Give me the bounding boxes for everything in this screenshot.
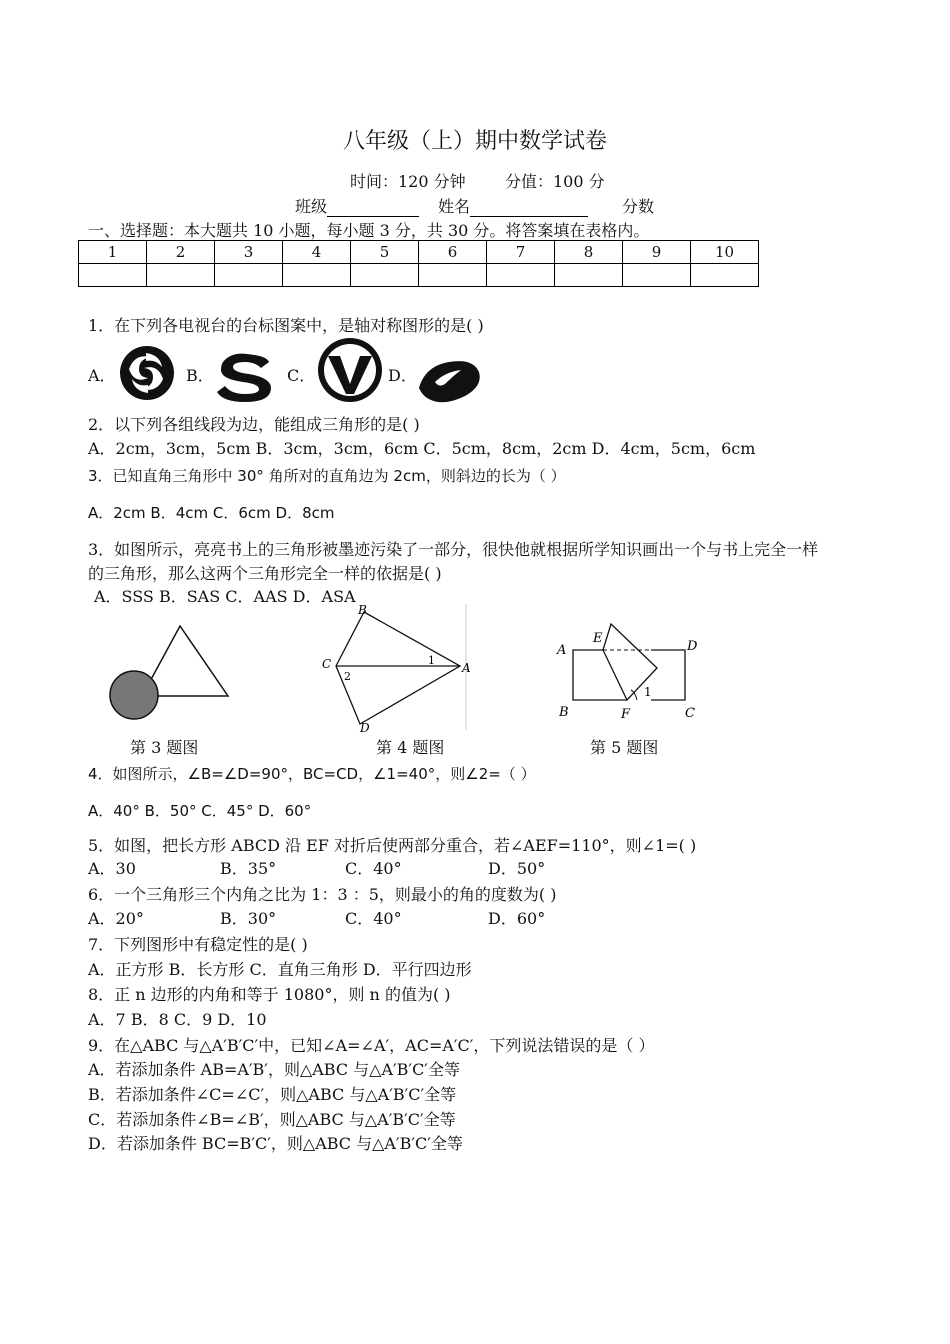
answer-header-cell: 2 (147, 241, 215, 264)
score-label: 分值：100 分 (505, 172, 605, 191)
class-blank[interactable] (327, 201, 419, 217)
class-field (295, 197, 419, 217)
q3b-stem-line2: 的三角形，那么这两个三角形完全一样的依据是( ) (88, 564, 442, 583)
name-field (438, 197, 588, 217)
q1-option-d-label: D． (388, 366, 417, 385)
q2-options: A．2cm，3cm，5cm B．3cm，3cm，6cm C．5cm，8cm，2cm D．4cm，5cm，6cm (88, 439, 756, 458)
q9-option-b: B．若添加条件∠C=∠C′，则△ABC 与△A′B′C′全等 (88, 1085, 457, 1104)
fig3-triangle-figure (100, 618, 240, 728)
s-shape-logo-icon (213, 352, 275, 404)
q6-option-d: D．60° (488, 909, 546, 928)
fig5-label-f: F (621, 707, 631, 722)
q5-option-b: B．35° (220, 859, 277, 878)
fig5-label-e: E (593, 631, 603, 646)
q5-option-a: A．30 (88, 859, 136, 878)
swirl-logo-icon (116, 343, 178, 403)
fig4-kite-figure (318, 600, 478, 738)
answer-cell[interactable] (215, 264, 283, 287)
answer-header-cell: 7 (487, 241, 555, 264)
q9-option-d: D．若添加条件 BC=B′C′，则△ABC 与△A′B′C′全等 (88, 1134, 463, 1153)
q9-option-c: C．若添加条件∠B=∠B′，则△ABC 与△A′B′C′全等 (88, 1110, 456, 1129)
section1-instructions: 一、选择题：本大题共 10 小题，每小题 3 分，共 30 分。将答案填在表格内。 (88, 221, 650, 240)
q6-stem: 6．一个三角形三个内角之比为 1：3 ：5，则最小的角的度数为( ) (88, 885, 557, 904)
fig4-label-d: D (360, 721, 370, 735)
fig5-label-d: D (687, 639, 698, 654)
answer-cell[interactable] (419, 264, 487, 287)
fig5-caption: 第 5 题图 (590, 738, 659, 757)
answer-cell[interactable] (487, 264, 555, 287)
fig4-label-b: B (358, 603, 367, 617)
q5-option-c: C．40° (345, 859, 402, 878)
fig4-label-a: A (462, 661, 471, 675)
fig4-caption: 第 4 题图 (376, 738, 445, 757)
q7-options: A．正方形 B．长方形 C．直角三角形 D．平行四边形 (88, 960, 472, 979)
answer-cell[interactable] (555, 264, 623, 287)
answer-table (78, 240, 759, 287)
q2-stem: 2．以下列各组线段为边，能组成三角形的是( ) (88, 415, 420, 434)
time-label: 时间：120 分钟 (350, 172, 466, 191)
q1-stem: 1．在下列各电视台的台标图案中，是轴对称图形的是( ) (88, 316, 484, 335)
answer-header-cell: 6 (419, 241, 487, 264)
answer-cell[interactable] (351, 264, 419, 287)
q3b-options: A．SSS B．SAS C．AAS D．ASA (94, 587, 356, 606)
answer-cell[interactable] (283, 264, 351, 287)
fig4-angle-1: 1 (428, 654, 435, 667)
answer-header-cell: 10 (691, 241, 759, 264)
fig4-angle-2: 2 (344, 670, 351, 683)
answer-table-header-row (79, 241, 759, 264)
answer-cell[interactable] (691, 264, 759, 287)
q6-option-b: B．30° (220, 909, 277, 928)
q3a-options: A．2cm B．4cm C．6cm D．8cm (88, 504, 335, 522)
fig5-folded-rectangle-figure (555, 620, 705, 730)
q4-options: A．40° B．50° C．45° D．60° (88, 802, 312, 820)
answer-cell[interactable] (147, 264, 215, 287)
fig3-caption: 第 3 题图 (130, 738, 199, 757)
class-label: 班级 (295, 197, 328, 216)
leaf-logo-icon (415, 358, 483, 404)
q1-option-c-label: C． (287, 366, 316, 385)
answer-header-cell: 1 (79, 241, 147, 264)
q7-stem: 7．下列图形中有稳定性的是( ) (88, 935, 308, 954)
answer-header-cell: 3 (215, 241, 283, 264)
page-title: 八年级（上）期中数学试卷 (342, 129, 607, 154)
grade-label: 分数 (622, 197, 655, 216)
answer-cell[interactable] (79, 264, 147, 287)
q3a-stem: 3．已知直角三角形中 30° 角所对的直角边为 2cm，则斜边的长为（ ） (88, 467, 566, 485)
name-label: 姓名 (438, 197, 471, 216)
name-blank[interactable] (470, 201, 588, 217)
fig5-label-c: C (685, 706, 695, 721)
v-circle-logo-icon (316, 336, 384, 404)
q4-stem: 4．如图所示，∠B=∠D=90°，BC=CD，∠1=40°，则∠2=（ ） (88, 765, 536, 783)
fig5-angle-1: 1 (644, 685, 652, 699)
q9-stem: 9．在△ABC 与△A′B′C′中，已知∠A=∠A′，AC=A′C′，下列说法错误的是（ ） (88, 1036, 655, 1055)
q6-option-a: A．20° (88, 909, 144, 928)
answer-header-cell: 9 (623, 241, 691, 264)
answer-header-cell: 8 (555, 241, 623, 264)
q1-option-a-label: A． (88, 366, 116, 385)
q3b-stem-line1: 3．如图所示，亮亮书上的三角形被墨迹污染了一部分，很快他就根据所学知识画出一个与书上完全一样 (88, 540, 819, 559)
q8-stem: 8．正 n 边形的内角和等于 1080°，则 n 的值为( ) (88, 985, 451, 1004)
q1-option-b-label: B． (186, 366, 214, 385)
q6-option-c: C．40° (345, 909, 402, 928)
answer-table-input-row (79, 264, 759, 287)
answer-cell[interactable] (623, 264, 691, 287)
fig5-label-b: B (559, 705, 569, 720)
fig5-label-a: A (557, 643, 567, 658)
q9-option-a: A．若添加条件 AB=A′B′，则△ABC 与△A′B′C′全等 (88, 1060, 460, 1079)
fig4-label-c: C (322, 657, 332, 671)
answer-header-cell: 4 (283, 241, 351, 264)
q5-option-d: D．50° (488, 859, 546, 878)
answer-header-cell: 5 (351, 241, 419, 264)
q8-options: A．7 B．8 C．9 D．10 (88, 1010, 267, 1029)
q5-stem: 5．如图，把长方形 ABCD 沿 EF 对折后使两部分重合，若∠AEF=110°，则∠1=( ) (88, 836, 697, 855)
